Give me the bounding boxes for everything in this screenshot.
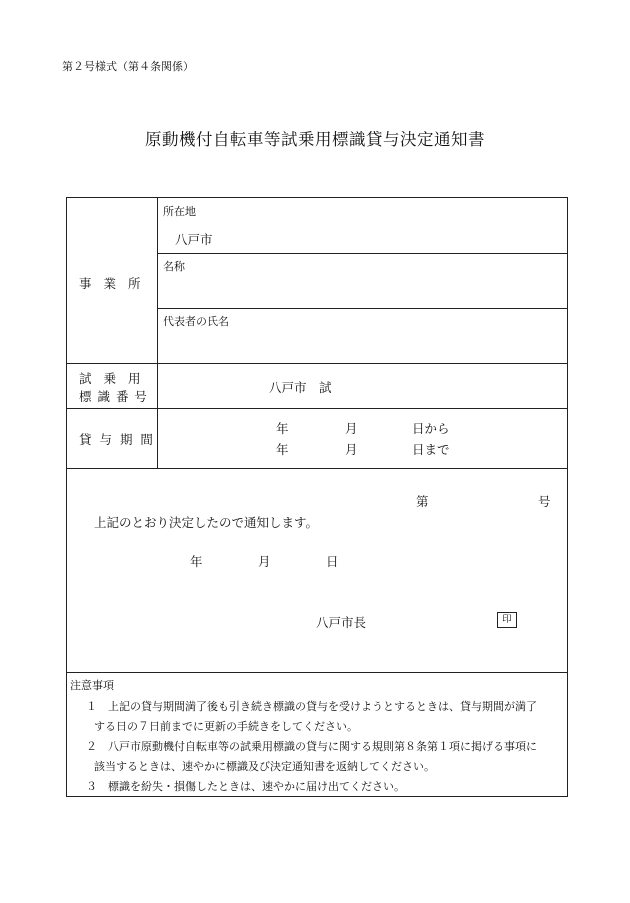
row-divider [67,468,568,469]
document-title: 原動機付自転車等試乗用標識貸与決定通知書 [145,130,485,149]
date-month: 月 [258,554,271,569]
note-3: ３ 標識を紛失・損傷したときは、速やかに届け出てください。 [86,780,405,793]
period-until-day: 日まで [412,442,450,457]
row-divider [67,363,568,364]
address-label: 所在地 [163,205,196,218]
period-label: 貸 与 期 間 [79,432,155,447]
notice-text: 上記のとおり決定したので通知します。 [94,515,319,530]
period-from-day: 日から [412,421,450,436]
seal-stamp-box: 印 [497,612,517,628]
note-1-line-2: する日の７日前までに更新の手続きをしてください。 [94,720,358,733]
name-label: 名称 [163,260,185,273]
address-value: 八戸市 [175,232,213,247]
row-divider [67,672,568,673]
plate-value: 八戸市 試 [269,380,332,395]
notes-heading: 注意事項 [70,679,114,692]
date-day: 日 [326,554,339,569]
note-2-line-2: 該当するときは、速やかに標識及び決定通知書を返納してください。 [94,760,435,773]
row-divider [157,308,568,309]
office-label: 事 業 所 [79,276,145,291]
date-year: 年 [190,554,203,569]
number-go: 号 [538,494,551,509]
period-until-year: 年 [276,442,289,457]
plate-label-line1: 試 乗 用 [79,371,145,386]
period-until-month: 月 [345,442,358,457]
representative-label: 代表者の氏名 [163,315,229,328]
form-table [66,197,568,797]
row-divider [67,408,568,409]
column-divider [157,198,158,468]
plate-label-line2: 標 識 番 号 [79,389,148,404]
period-from-month: 月 [345,421,358,436]
number-dai: 第 [416,494,429,509]
note-1-line-1: １ 上記の貸与期間満了後も引き続き標識の貸与を受けようとするときは、貸与期間が満了 [86,700,537,713]
row-divider [157,253,568,254]
period-from-year: 年 [276,421,289,436]
form-number: 第２号様式（第４条関係） [62,60,194,73]
mayor-title: 八戸市長 [316,615,367,630]
note-2-line-1: ２ 八戸市原動機付自転車等の試乗用標識の貸与に関する規則第８条第１項に掲げる事項に [86,740,537,753]
